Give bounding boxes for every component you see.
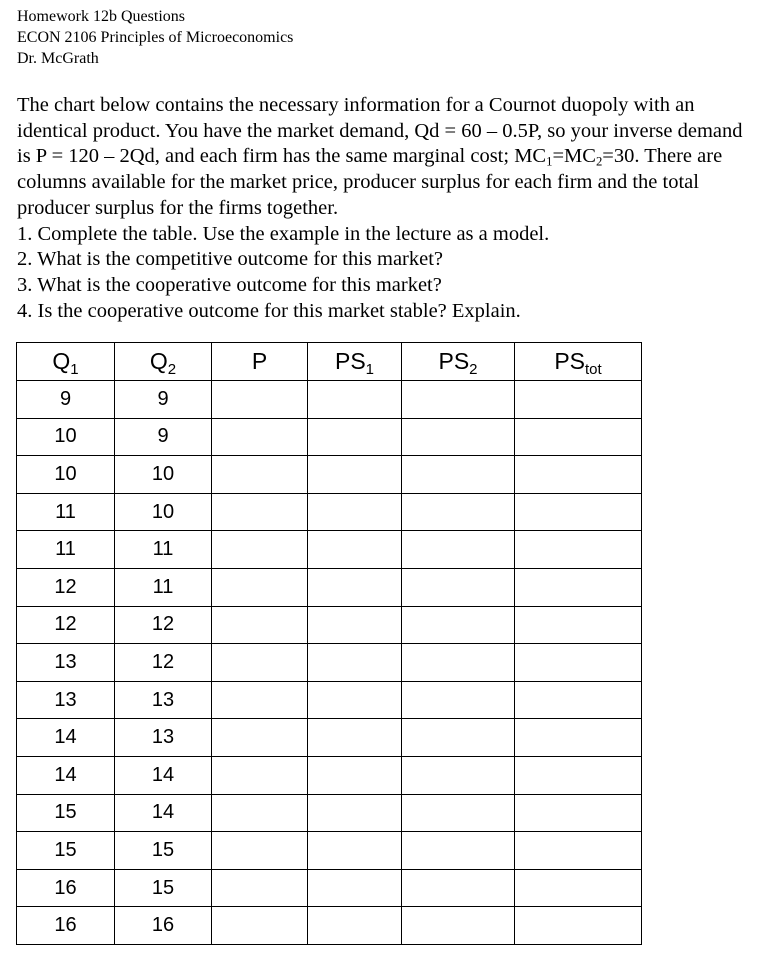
- table-row: [17, 644, 642, 682]
- table-row: [17, 568, 642, 606]
- empty-answer-cell: [212, 681, 308, 719]
- table-row: [17, 493, 642, 531]
- empty-answer-cell: [308, 644, 402, 682]
- empty-answer-cell: [212, 606, 308, 644]
- q2-cell: 10: [115, 456, 212, 494]
- empty-answer-cell: [308, 794, 402, 832]
- q2-cell: 12: [115, 644, 212, 682]
- empty-answer-cell: [212, 531, 308, 569]
- table-row: [17, 832, 642, 870]
- q2-cell: 15: [115, 869, 212, 907]
- empty-answer-cell: [515, 681, 642, 719]
- empty-answer-cell: [515, 907, 642, 945]
- empty-answer-cell: [212, 756, 308, 794]
- q1-cell: 16: [17, 869, 115, 907]
- empty-answer-cell: [308, 493, 402, 531]
- mc1-subscript: 1: [546, 154, 553, 169]
- table-row: [17, 719, 642, 757]
- course-homework-title: Homework 12b Questions: [17, 8, 185, 25]
- empty-answer-cell: [515, 719, 642, 757]
- column-header-q1: [17, 343, 115, 381]
- empty-answer-cell: [212, 418, 308, 456]
- question-2: 2. What is the competitive outcome for this market?: [17, 248, 444, 271]
- problem-statement: [17, 93, 757, 324]
- empty-answer-cell: [212, 493, 308, 531]
- empty-answer-cell: [308, 568, 402, 606]
- q1-cell: 15: [17, 832, 115, 870]
- q2-cell: 12: [115, 606, 212, 644]
- empty-answer-cell: [212, 907, 308, 945]
- q2-cell: 13: [115, 681, 212, 719]
- empty-answer-cell: [308, 681, 402, 719]
- table-row: [17, 907, 642, 945]
- empty-answer-cell: [515, 456, 642, 494]
- mc-rest-text: =30. There are columns available for the market price, producer surplus for each firm and the total producer surplus for the firms together.: [17, 145, 723, 219]
- mc2-subscript: 2: [595, 154, 603, 169]
- column-header-label: PS: [334, 348, 366, 374]
- column-header-label: Q: [52, 348, 71, 374]
- table-row: [17, 531, 642, 569]
- cournot-table: [16, 342, 642, 945]
- q1-cell: 13: [17, 644, 115, 682]
- column-header-pstot: [515, 343, 642, 381]
- table-row: [17, 606, 642, 644]
- empty-answer-cell: [515, 756, 642, 794]
- empty-answer-cell: [515, 869, 642, 907]
- question-4: 4. Is the cooperative outcome for this market stable? Explain.: [17, 299, 521, 322]
- empty-answer-cell: [402, 907, 515, 945]
- empty-answer-cell: [402, 869, 515, 907]
- q2-cell: 11: [115, 568, 212, 606]
- question-3: 3. What is the cooperative outcome for this market?: [17, 273, 442, 296]
- empty-answer-cell: [308, 719, 402, 757]
- empty-answer-cell: [308, 418, 402, 456]
- empty-answer-cell: [402, 381, 515, 419]
- empty-answer-cell: [402, 568, 515, 606]
- table-row: [17, 794, 642, 832]
- empty-answer-cell: [402, 756, 515, 794]
- q1-cell: 9: [17, 381, 115, 419]
- intro-paragraph: [17, 93, 757, 222]
- column-header-subscript: 2: [167, 361, 177, 378]
- mc1-label: MC: [514, 145, 547, 168]
- column-header-subscript: 1: [365, 361, 375, 378]
- empty-answer-cell: [402, 794, 515, 832]
- empty-answer-cell: [212, 794, 308, 832]
- q1-cell: 12: [17, 606, 115, 644]
- course-name: ECON 2106 Principles of Microeconomics: [17, 29, 294, 46]
- empty-answer-cell: [308, 531, 402, 569]
- table-row: [17, 456, 642, 494]
- empty-answer-cell: [515, 644, 642, 682]
- column-header-p: [212, 343, 308, 381]
- table-row: [17, 869, 642, 907]
- table-row: [17, 381, 642, 419]
- q2-cell: 11: [115, 531, 212, 569]
- empty-answer-cell: [212, 456, 308, 494]
- q2-cell: 13: [115, 719, 212, 757]
- empty-answer-cell: [212, 832, 308, 870]
- q1-cell: 15: [17, 794, 115, 832]
- empty-answer-cell: [308, 869, 402, 907]
- table-header-row: [17, 343, 642, 381]
- q1-cell: 14: [17, 719, 115, 757]
- empty-answer-cell: [402, 456, 515, 494]
- q1-cell: 16: [17, 907, 115, 945]
- column-header-label: Q: [149, 348, 168, 374]
- empty-answer-cell: [515, 606, 642, 644]
- q2-cell: 15: [115, 832, 212, 870]
- empty-answer-cell: [308, 832, 402, 870]
- intro-text: The chart below contains the necessary information for a Cournot duopoly with an identical product. You have the market demand, Qd = 60 – 0.5P, so your inverse demand is P = 120 – 2Qd, and each firm has the same marginal cost;: [17, 94, 743, 168]
- empty-answer-cell: [515, 493, 642, 531]
- empty-answer-cell: [402, 832, 515, 870]
- empty-answer-cell: [308, 381, 402, 419]
- mc2-label: =MC: [552, 145, 596, 168]
- document-header: [17, 6, 293, 69]
- q1-cell: 12: [17, 568, 115, 606]
- column-header-ps2: [402, 343, 515, 381]
- empty-answer-cell: [515, 531, 642, 569]
- q1-cell: 10: [17, 456, 115, 494]
- instructor-name: Dr. McGrath: [17, 50, 99, 67]
- column-header-subscript: 1: [70, 361, 79, 378]
- column-header-subscript: tot: [585, 361, 602, 378]
- empty-answer-cell: [515, 832, 642, 870]
- q1-cell: 14: [17, 756, 115, 794]
- q1-cell: 13: [17, 681, 115, 719]
- empty-answer-cell: [308, 756, 402, 794]
- empty-answer-cell: [212, 869, 308, 907]
- empty-answer-cell: [402, 681, 515, 719]
- empty-answer-cell: [308, 606, 402, 644]
- column-header-q2: [115, 343, 212, 381]
- empty-answer-cell: [212, 381, 308, 419]
- empty-answer-cell: [402, 418, 515, 456]
- empty-answer-cell: [402, 531, 515, 569]
- empty-answer-cell: [212, 644, 308, 682]
- empty-answer-cell: [402, 493, 515, 531]
- column-header-ps1: [308, 343, 402, 381]
- q2-cell: 9: [115, 418, 212, 456]
- empty-answer-cell: [308, 456, 402, 494]
- table-row: [17, 681, 642, 719]
- q2-cell: 9: [115, 381, 212, 419]
- table-body: [17, 381, 642, 945]
- empty-answer-cell: [402, 719, 515, 757]
- column-header-label: PS: [438, 348, 470, 374]
- empty-answer-cell: [515, 794, 642, 832]
- empty-answer-cell: [212, 719, 308, 757]
- empty-answer-cell: [515, 381, 642, 419]
- table-row: [17, 756, 642, 794]
- empty-answer-cell: [402, 606, 515, 644]
- q2-cell: 16: [115, 907, 212, 945]
- empty-answer-cell: [212, 568, 308, 606]
- q2-cell: 10: [115, 493, 212, 531]
- column-header-label: P: [251, 348, 268, 374]
- empty-answer-cell: [515, 418, 642, 456]
- column-header-label: PS: [554, 348, 585, 374]
- q2-cell: 14: [115, 756, 212, 794]
- column-header-subscript: 2: [469, 361, 478, 378]
- empty-answer-cell: [515, 568, 642, 606]
- empty-answer-cell: [308, 907, 402, 945]
- empty-answer-cell: [402, 644, 515, 682]
- q1-cell: 10: [17, 418, 115, 456]
- question-1: 1. Complete the table. Use the example in the lecture as a model.: [17, 222, 550, 245]
- q1-cell: 11: [17, 531, 115, 569]
- q1-cell: 11: [17, 493, 115, 531]
- table-row: [17, 418, 642, 456]
- q2-cell: 14: [115, 794, 212, 832]
